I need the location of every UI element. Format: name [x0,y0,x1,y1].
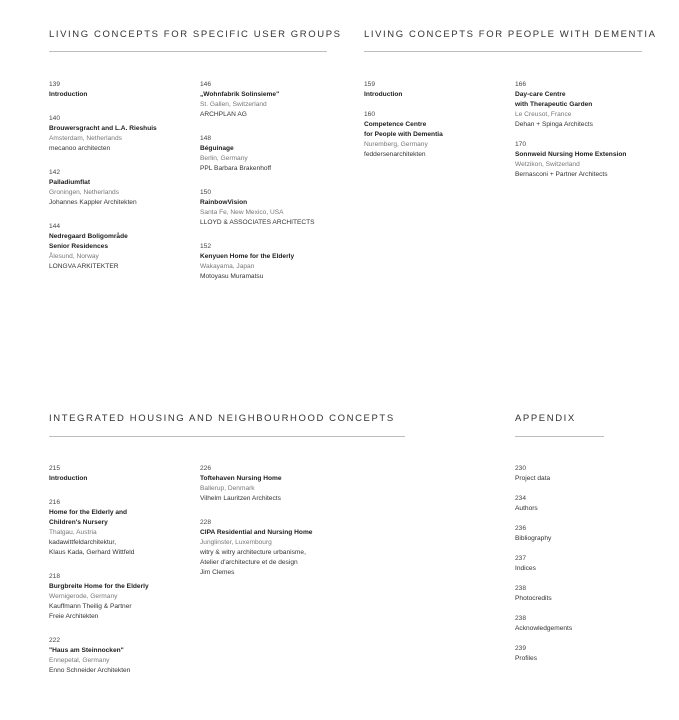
entry-location: Junglinster, Luxembourg [200,539,272,546]
entry-title: Introduction [49,475,88,482]
entry-architect: Acknowledgements [515,625,573,632]
page-number: 166 [515,81,527,88]
entry-title: for People with Dementia [364,131,443,138]
section-title: APPENDIX [515,413,576,424]
page-number: 160 [364,111,376,118]
toc-entry [200,80,279,120]
toc-entry [515,584,552,604]
entry-title: with Therapeutic Garden [515,101,593,108]
toc-entry [49,222,128,272]
page-number: 237 [515,555,527,562]
toc-entry [49,80,87,100]
entry-architect: ARCHPLAN AG [200,111,247,118]
page-number: 152 [200,243,212,250]
toc-entry [515,80,593,130]
page-number: 228 [200,519,212,526]
entry-architect: Jim Clemes [200,569,235,576]
page-number: 215 [49,465,61,472]
toc-entry [364,110,443,160]
toc-entry [200,518,312,578]
section-divider [515,436,604,437]
toc-entry [515,140,626,180]
entry-location: Wernigerode, Germany [49,593,118,600]
entry-title: CIPA Residential and Nursing Home [200,529,313,536]
section-divider [49,51,327,52]
entry-architect: Johannes Kappler Architekten [49,199,137,206]
toc-entry [515,464,550,484]
entry-location: Amsterdam, Netherlands [49,135,122,142]
section-title: INTEGRATED HOUSING AND NEIGHBOURHOOD CONCEPTS [49,413,395,424]
toc-entry [49,636,130,676]
entry-title: Toftehaven Nursing Home [200,475,282,482]
toc-entry [49,572,149,622]
entry-location: Wakayama, Japan [200,263,255,270]
entry-architect: Kauffmann Theilig & Partner [49,603,132,610]
entry-architect: Motoyasu Muramatsu [200,273,264,280]
entry-title: Kenyuen Home for the Elderly [200,253,295,260]
page-number: 150 [200,189,212,196]
page-number: 239 [515,645,527,652]
section-title: LIVING CONCEPTS FOR SPECIFIC USER GROUPS [49,29,342,40]
section-divider [49,436,405,437]
entry-location: Le Creusot, France [515,111,572,118]
toc-entry [49,114,157,154]
entry-architect: Profiles [515,655,537,662]
page-number: 144 [49,223,61,230]
entry-location: Wetzikon, Switzerland [515,161,580,168]
entry-title: Burgbreite Home for the Elderly [49,583,149,590]
entry-architect: LLOYD & ASSOCIATES ARCHITECTS [200,219,315,226]
page-number: 148 [200,135,212,142]
toc-entry [200,134,271,174]
entry-title: Béguinage [200,145,234,152]
page-number: 139 [49,81,61,88]
entry-architect: Klaus Kada, Gerhard Wittfeld [49,549,135,556]
entry-title: Nedregaard Boligområde [49,233,128,240]
page-number: 238 [515,585,527,592]
page-number: 170 [515,141,527,148]
entry-architect: Bernasconi + Partner Architects [515,171,608,178]
entry-location: Nuremberg, Germany [364,141,428,148]
entry-title: Sonnweid Nursing Home Extension [515,151,627,158]
entry-architect: PPL Barbara Brakenhoff [200,165,272,172]
section-divider [364,51,642,52]
entry-location: St. Gallen, Switzerland [200,101,267,108]
entry-architect: Bibliography [515,535,552,542]
entry-location: Ålesund, Norway [49,253,99,260]
entry-architect: Freie Architekten [49,613,99,620]
toc-entry [515,524,551,544]
entry-architect: Photocredits [515,595,552,602]
entry-title: Home for the Elderly and [49,509,128,516]
entry-title: "Haus am Steinnocken" [49,647,124,654]
entry-title: „Wohnfabrik Solinsieme" [200,91,280,98]
entry-architect: Dehan + Spinga Architects [515,121,593,128]
toc-entry [515,614,572,634]
toc-entry [515,554,536,574]
page-number: 234 [515,495,527,502]
page-number: 159 [364,81,376,88]
entry-architect: LONGVA ARKITEKTER [49,263,119,270]
entry-title: Senior Residences [49,243,109,250]
entry-title: Children's Nursery [49,519,108,526]
entry-architect: Enno Schneider Architekten [49,667,131,674]
toc-entry [515,644,537,664]
toc-entry [200,464,282,504]
entry-title: RainbowVision [200,199,248,206]
entry-architect: Vilhelm Lauritzen Architects [200,495,281,502]
entry-architect: Authors [515,505,538,512]
entry-title: Brouwersgracht and L.A. Rieshuis [49,125,157,132]
entry-title: Day-care Centre [515,91,566,98]
page-number: 236 [515,525,527,532]
toc-entry [49,168,137,208]
entry-title: Competence Centre [364,121,427,128]
toc-entry [200,188,315,228]
entry-architect: feddersenarchitekten [364,151,426,158]
entry-location: Berlin, Germany [200,155,248,162]
entry-location: Thalgau, Austria [49,529,97,536]
entry-location: Groningen, Netherlands [49,189,120,196]
page-number: 238 [515,615,527,622]
page-number: 140 [49,115,61,122]
page-number: 146 [200,81,212,88]
page-number: 222 [49,637,61,644]
section-title: LIVING CONCEPTS FOR PEOPLE WITH DEMENTIA [364,29,657,40]
toc-entry [364,80,402,100]
entry-title: Introduction [49,91,88,98]
page-number: 216 [49,499,61,506]
page-number: 142 [49,169,61,176]
entry-architect: mecanoo architecten [49,145,111,152]
entry-architect: witry & witry architecture urbanisme, [200,549,306,556]
entry-location: Santa Fe, New Mexico, USA [200,209,284,216]
entry-architect: kadawittfeldarchitektur, [49,539,117,546]
toc-entry [49,464,87,484]
toc-entry [200,242,294,282]
entry-architect: Atelier d'architecture et de design [200,559,298,566]
entry-location: Ballerup, Denmark [200,485,255,492]
entry-title: Introduction [364,91,403,98]
entry-location: Ennepetal, Germany [49,657,110,664]
page-number: 226 [200,465,212,472]
page-number: 230 [515,465,527,472]
page-number: 218 [49,573,61,580]
entry-architect: Project data [515,475,551,482]
entry-architect: Indices [515,565,536,572]
toc-entry [515,494,538,514]
toc-entry [49,498,134,558]
entry-title: Palladiumflat [49,179,91,186]
